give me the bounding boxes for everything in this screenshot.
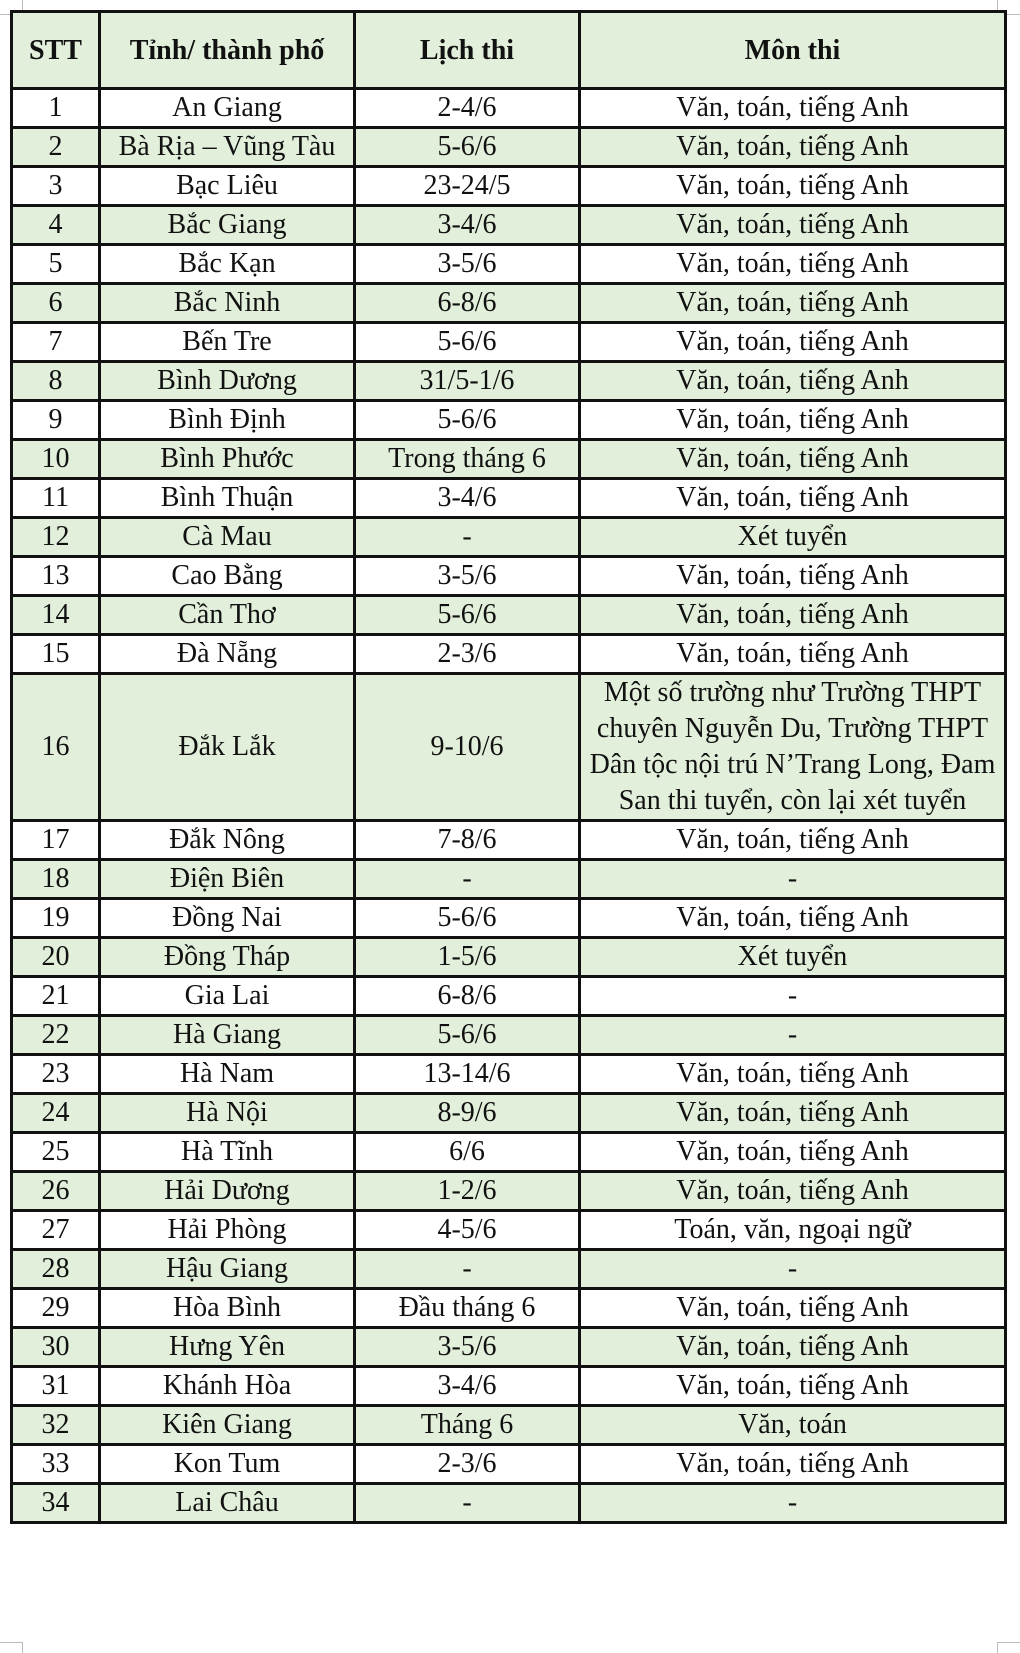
cell-schedule: 8-9/6 [355, 1094, 580, 1133]
cell-stt: 21 [12, 977, 100, 1016]
cell-stt: 8 [12, 362, 100, 401]
table-row [12, 1289, 1006, 1328]
cell-stt: 14 [12, 596, 100, 635]
cell-province: Bạc Liêu [100, 167, 355, 206]
cell-stt: 15 [12, 635, 100, 674]
table-row [12, 1094, 1006, 1133]
cell-province: Hà Nội [100, 1094, 355, 1133]
cell-schedule: 6-8/6 [355, 284, 580, 323]
cell-stt: 2 [12, 128, 100, 167]
cell-subjects: Văn, toán, tiếng Anh [580, 362, 1006, 401]
cell-province: Cần Thơ [100, 596, 355, 635]
cell-province: Bắc Kạn [100, 245, 355, 284]
page-corner-mark [997, 1642, 1020, 1653]
cell-stt: 24 [12, 1094, 100, 1133]
cell-schedule: Tháng 6 [355, 1406, 580, 1445]
cell-province: Bình Phước [100, 440, 355, 479]
cell-stt: 23 [12, 1055, 100, 1094]
cell-subjects: Văn, toán, tiếng Anh [580, 1055, 1006, 1094]
cell-schedule: 5-6/6 [355, 899, 580, 938]
exam-schedule-table [10, 10, 1007, 1524]
cell-schedule: 5-6/6 [355, 596, 580, 635]
cell-subjects: - [580, 977, 1006, 1016]
table-row [12, 284, 1006, 323]
cell-schedule: 2-4/6 [355, 89, 580, 128]
header-stt: STT [12, 12, 100, 89]
cell-province: Bắc Ninh [100, 284, 355, 323]
cell-stt: 20 [12, 938, 100, 977]
cell-stt: 34 [12, 1484, 100, 1523]
cell-stt: 25 [12, 1133, 100, 1172]
cell-province: Cao Bằng [100, 557, 355, 596]
table-body [12, 89, 1006, 1523]
cell-stt: 31 [12, 1367, 100, 1406]
cell-schedule: 13-14/6 [355, 1055, 580, 1094]
cell-province: Đà Nẵng [100, 635, 355, 674]
cell-stt: 22 [12, 1016, 100, 1055]
cell-schedule: 5-6/6 [355, 128, 580, 167]
table-row [12, 518, 1006, 557]
cell-stt: 19 [12, 899, 100, 938]
cell-subjects: Văn, toán, tiếng Anh [580, 899, 1006, 938]
cell-province: Hậu Giang [100, 1250, 355, 1289]
cell-subjects: Văn, toán, tiếng Anh [580, 245, 1006, 284]
table-row [12, 1367, 1006, 1406]
table-row [12, 977, 1006, 1016]
cell-subjects: Văn, toán, tiếng Anh [580, 557, 1006, 596]
cell-subjects: Văn, toán, tiếng Anh [580, 323, 1006, 362]
cell-province: Hà Tĩnh [100, 1133, 355, 1172]
cell-stt: 12 [12, 518, 100, 557]
table-row [12, 938, 1006, 977]
cell-schedule: 2-3/6 [355, 635, 580, 674]
cell-schedule: 5-6/6 [355, 401, 580, 440]
cell-schedule: 9-10/6 [355, 674, 580, 821]
cell-province: Đắk Lắk [100, 674, 355, 821]
cell-subjects: Văn, toán, tiếng Anh [580, 821, 1006, 860]
cell-province: Bình Dương [100, 362, 355, 401]
table-row [12, 1250, 1006, 1289]
table-row [12, 1328, 1006, 1367]
table-row [12, 401, 1006, 440]
cell-province: Hải Dương [100, 1172, 355, 1211]
cell-stt: 16 [12, 674, 100, 821]
cell-schedule: 23-24/5 [355, 167, 580, 206]
cell-subjects: Văn, toán, tiếng Anh [580, 167, 1006, 206]
cell-subjects: Văn, toán, tiếng Anh [580, 1328, 1006, 1367]
cell-schedule: 3-5/6 [355, 557, 580, 596]
cell-province: Đồng Tháp [100, 938, 355, 977]
cell-subjects: Văn, toán, tiếng Anh [580, 1445, 1006, 1484]
cell-province: Đồng Nai [100, 899, 355, 938]
cell-stt: 17 [12, 821, 100, 860]
cell-stt: 29 [12, 1289, 100, 1328]
cell-province: Kiên Giang [100, 1406, 355, 1445]
cell-schedule: 2-3/6 [355, 1445, 580, 1484]
cell-province: Đắk Nông [100, 821, 355, 860]
cell-schedule: - [355, 860, 580, 899]
cell-province: An Giang [100, 89, 355, 128]
cell-province: Bình Thuận [100, 479, 355, 518]
table-row [12, 89, 1006, 128]
table-row [12, 674, 1006, 821]
cell-subjects: - [580, 1250, 1006, 1289]
cell-province: Điện Biên [100, 860, 355, 899]
cell-schedule: 6-8/6 [355, 977, 580, 1016]
table-row [12, 1211, 1006, 1250]
cell-subjects: - [580, 860, 1006, 899]
cell-subjects: - [580, 1016, 1006, 1055]
table-row [12, 1172, 1006, 1211]
table-row [12, 206, 1006, 245]
table-row [12, 1445, 1006, 1484]
cell-stt: 7 [12, 323, 100, 362]
cell-province: Hòa Bình [100, 1289, 355, 1328]
cell-subjects: Văn, toán, tiếng Anh [580, 1172, 1006, 1211]
cell-subjects: Văn, toán, tiếng Anh [580, 1094, 1006, 1133]
table-row [12, 167, 1006, 206]
cell-schedule: 3-5/6 [355, 1328, 580, 1367]
cell-subjects: Một số trường như Trường THPT chuyên Nguyễn Du, Trường THPT Dân tộc nội trú N’Trang Long, Đam San thi tuyển, còn lại xét tuyển [580, 674, 1006, 821]
cell-subjects: Xét tuyển [580, 518, 1006, 557]
cell-stt: 9 [12, 401, 100, 440]
cell-stt: 26 [12, 1172, 100, 1211]
cell-stt: 32 [12, 1406, 100, 1445]
cell-subjects: Toán, văn, ngoại ngữ [580, 1211, 1006, 1250]
cell-schedule: 5-6/6 [355, 1016, 580, 1055]
cell-subjects: Văn, toán, tiếng Anh [580, 635, 1006, 674]
cell-schedule: 4-5/6 [355, 1211, 580, 1250]
cell-stt: 3 [12, 167, 100, 206]
cell-stt: 1 [12, 89, 100, 128]
cell-stt: 6 [12, 284, 100, 323]
cell-subjects: Văn, toán [580, 1406, 1006, 1445]
table-row [12, 362, 1006, 401]
cell-schedule: 31/5-1/6 [355, 362, 580, 401]
cell-subjects: Văn, toán, tiếng Anh [580, 1289, 1006, 1328]
cell-province: Bắc Giang [100, 206, 355, 245]
cell-subjects: Xét tuyển [580, 938, 1006, 977]
table-row [12, 1484, 1006, 1523]
cell-schedule: 3-4/6 [355, 206, 580, 245]
cell-subjects: Văn, toán, tiếng Anh [580, 479, 1006, 518]
cell-province: Kon Tum [100, 1445, 355, 1484]
cell-stt: 33 [12, 1445, 100, 1484]
header-schedule: Lịch thi [355, 12, 580, 89]
cell-stt: 30 [12, 1328, 100, 1367]
cell-stt: 11 [12, 479, 100, 518]
cell-province: Hưng Yên [100, 1328, 355, 1367]
cell-schedule: 6/6 [355, 1133, 580, 1172]
cell-stt: 28 [12, 1250, 100, 1289]
table-row [12, 899, 1006, 938]
cell-province: Hà Nam [100, 1055, 355, 1094]
table-row [12, 1406, 1006, 1445]
cell-schedule: 1-5/6 [355, 938, 580, 977]
cell-province: Bình Định [100, 401, 355, 440]
cell-stt: 27 [12, 1211, 100, 1250]
table-row [12, 1133, 1006, 1172]
cell-schedule: 1-2/6 [355, 1172, 580, 1211]
table-row [12, 128, 1006, 167]
cell-subjects: Văn, toán, tiếng Anh [580, 1133, 1006, 1172]
cell-stt: 10 [12, 440, 100, 479]
table-row [12, 1016, 1006, 1055]
cell-schedule: - [355, 1250, 580, 1289]
cell-subjects: Văn, toán, tiếng Anh [580, 440, 1006, 479]
cell-province: Hải Phòng [100, 1211, 355, 1250]
page-corner-mark [0, 1642, 23, 1653]
table-header-row [12, 12, 1006, 89]
cell-subjects: Văn, toán, tiếng Anh [580, 596, 1006, 635]
table-row [12, 245, 1006, 284]
cell-schedule: 3-5/6 [355, 245, 580, 284]
cell-province: Bến Tre [100, 323, 355, 362]
cell-province: Bà Rịa – Vũng Tàu [100, 128, 355, 167]
cell-schedule: 3-4/6 [355, 479, 580, 518]
cell-schedule: 5-6/6 [355, 323, 580, 362]
table-row [12, 323, 1006, 362]
cell-schedule: Trong tháng 6 [355, 440, 580, 479]
table-row [12, 860, 1006, 899]
header-province: Tỉnh/ thành phố [100, 12, 355, 89]
cell-province: Khánh Hòa [100, 1367, 355, 1406]
cell-schedule: - [355, 518, 580, 557]
cell-schedule: - [355, 1484, 580, 1523]
table-row [12, 557, 1006, 596]
cell-subjects: Văn, toán, tiếng Anh [580, 206, 1006, 245]
table-row [12, 635, 1006, 674]
cell-province: Lai Châu [100, 1484, 355, 1523]
cell-subjects: Văn, toán, tiếng Anh [580, 1367, 1006, 1406]
table-row [12, 479, 1006, 518]
cell-province: Cà Mau [100, 518, 355, 557]
cell-schedule: 3-4/6 [355, 1367, 580, 1406]
cell-subjects: Văn, toán, tiếng Anh [580, 284, 1006, 323]
cell-subjects: Văn, toán, tiếng Anh [580, 89, 1006, 128]
cell-province: Hà Giang [100, 1016, 355, 1055]
table-row [12, 440, 1006, 479]
cell-schedule: Đầu tháng 6 [355, 1289, 580, 1328]
cell-stt: 5 [12, 245, 100, 284]
header-subjects: Môn thi [580, 12, 1006, 89]
cell-schedule: 7-8/6 [355, 821, 580, 860]
cell-stt: 4 [12, 206, 100, 245]
table-row [12, 596, 1006, 635]
table-row [12, 1055, 1006, 1094]
cell-subjects: Văn, toán, tiếng Anh [580, 401, 1006, 440]
cell-stt: 13 [12, 557, 100, 596]
table-row [12, 821, 1006, 860]
cell-province: Gia Lai [100, 977, 355, 1016]
cell-subjects: - [580, 1484, 1006, 1523]
cell-subjects: Văn, toán, tiếng Anh [580, 128, 1006, 167]
cell-stt: 18 [12, 860, 100, 899]
